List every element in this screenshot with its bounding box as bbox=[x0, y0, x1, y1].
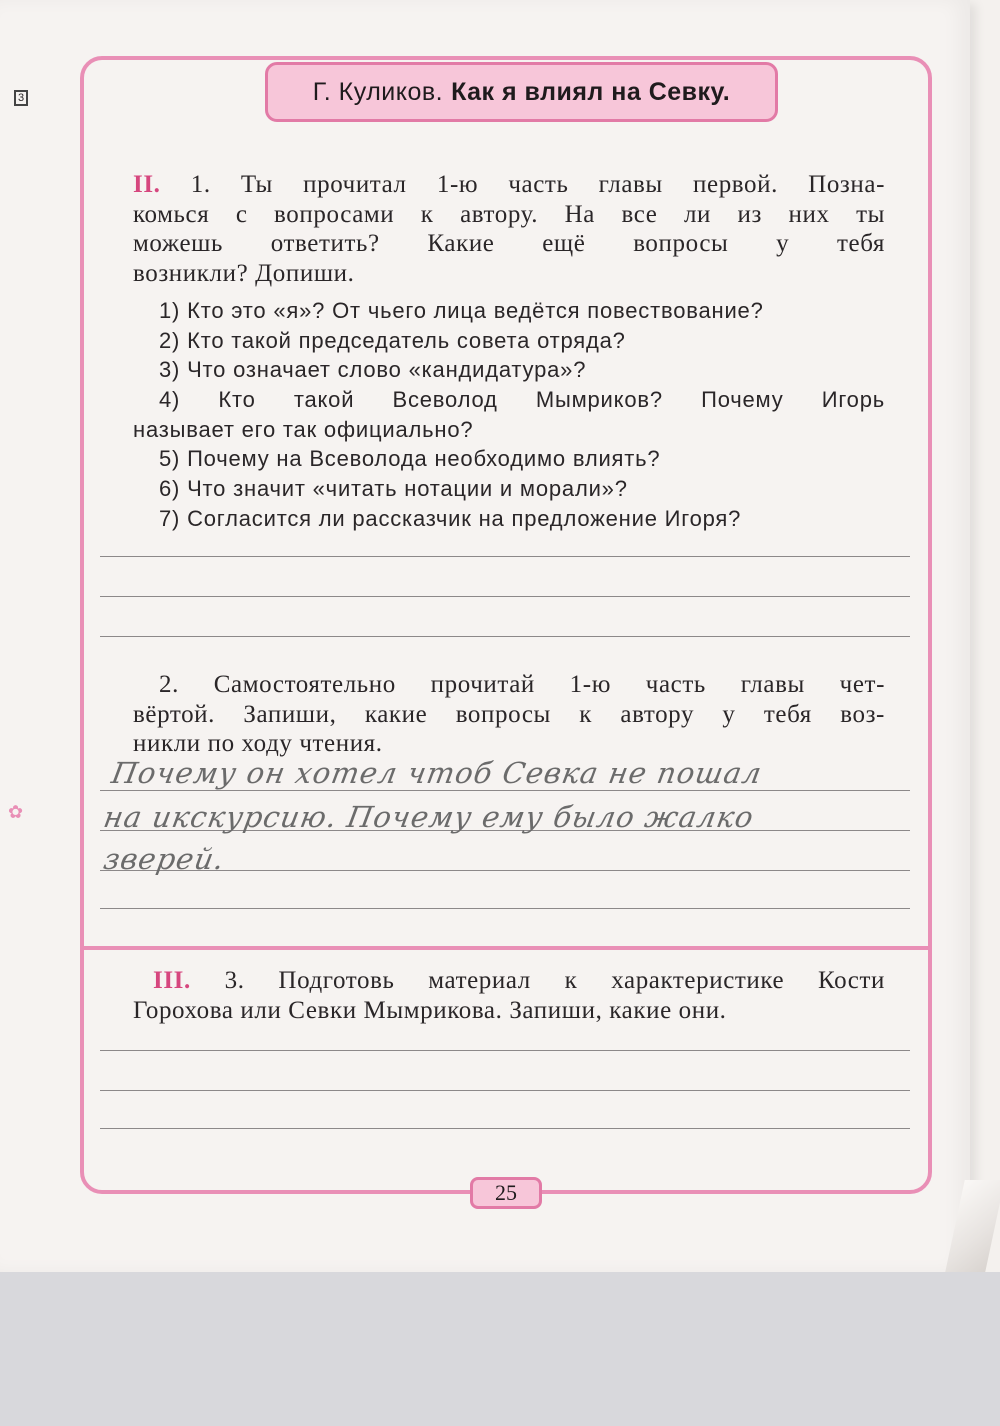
section-roman-3: III. bbox=[153, 967, 191, 994]
handwritten-answer-line: на икскурсию. Почему ему было жалко bbox=[101, 800, 757, 834]
section-divider bbox=[84, 946, 928, 950]
question-item: называет его так официально? bbox=[133, 416, 474, 442]
task-1-line: возникли? Допиши. bbox=[133, 259, 355, 287]
question-item: 7) Согласится ли рассказчик на предложение Игоря? bbox=[159, 505, 742, 531]
question-item: 5) Почему на Всеволода необходимо влиять? bbox=[159, 446, 661, 472]
title-story: Как я влиял на Севку. bbox=[451, 77, 731, 106]
lesson-title bbox=[265, 62, 778, 122]
task-1-line: можешь ответить? Какие ещё вопросы у тебя bbox=[133, 230, 885, 257]
answer-line[interactable] bbox=[100, 1050, 910, 1051]
question-item: 2) Кто такой председатель совета отряда? bbox=[159, 327, 626, 353]
answer-line[interactable] bbox=[100, 636, 910, 637]
task-3-line: Горохова или Севки Мымрикова. Запиши, какие они. bbox=[133, 996, 727, 1024]
section-roman-2: II. bbox=[133, 171, 161, 198]
question-item: 3) Что означает слово «кандидатура»? bbox=[159, 357, 587, 383]
question-list bbox=[133, 296, 885, 534]
flower-icon: ✿ bbox=[8, 802, 24, 823]
task-2-line: вёртой. Запиши, какие вопросы к автору у тебя воз- bbox=[133, 700, 885, 728]
handwritten-answer-line: Почему он хотел чтоб Севка не пошал bbox=[109, 756, 765, 790]
task-3-text bbox=[133, 966, 885, 1025]
answer-line[interactable] bbox=[100, 556, 910, 557]
task-1-text bbox=[133, 170, 885, 288]
task-2-line: 2. Самостоятельно прочитай 1-ю часть главы чет- bbox=[159, 671, 885, 698]
title-author: Г. Куликов. bbox=[312, 77, 444, 106]
question-item: 4) Кто такой Всеволод Мымриков? Почему Игорь bbox=[159, 387, 885, 413]
answer-line[interactable] bbox=[100, 908, 910, 909]
question-item: 1) Кто это «я»? От чьего лица ведётся повествование? bbox=[159, 298, 764, 323]
task-1-line: комься с вопросами к автору. На все ли из них ты bbox=[133, 200, 885, 228]
handwritten-answer-line: зверей. bbox=[101, 842, 228, 876]
answer-line[interactable] bbox=[100, 790, 910, 791]
question-item: 6) Что значит «читать нотации и морали»? bbox=[159, 476, 628, 502]
task-2-text bbox=[133, 670, 885, 759]
task-3-line: III. 3. Подготовь материал к характеристике Кости bbox=[153, 967, 885, 994]
answer-line[interactable] bbox=[100, 1128, 910, 1129]
page-underneath bbox=[0, 1272, 1000, 1426]
margin-mark: 3 bbox=[14, 90, 28, 106]
task-2-line: никли по ходу чтения. bbox=[133, 730, 383, 757]
task-1-line: II. 1. Ты прочитал 1-ю часть главы первой. Позна- bbox=[133, 171, 885, 198]
answer-line[interactable] bbox=[100, 596, 910, 597]
answer-line[interactable] bbox=[100, 1090, 910, 1091]
page-number: 25 bbox=[470, 1177, 542, 1209]
